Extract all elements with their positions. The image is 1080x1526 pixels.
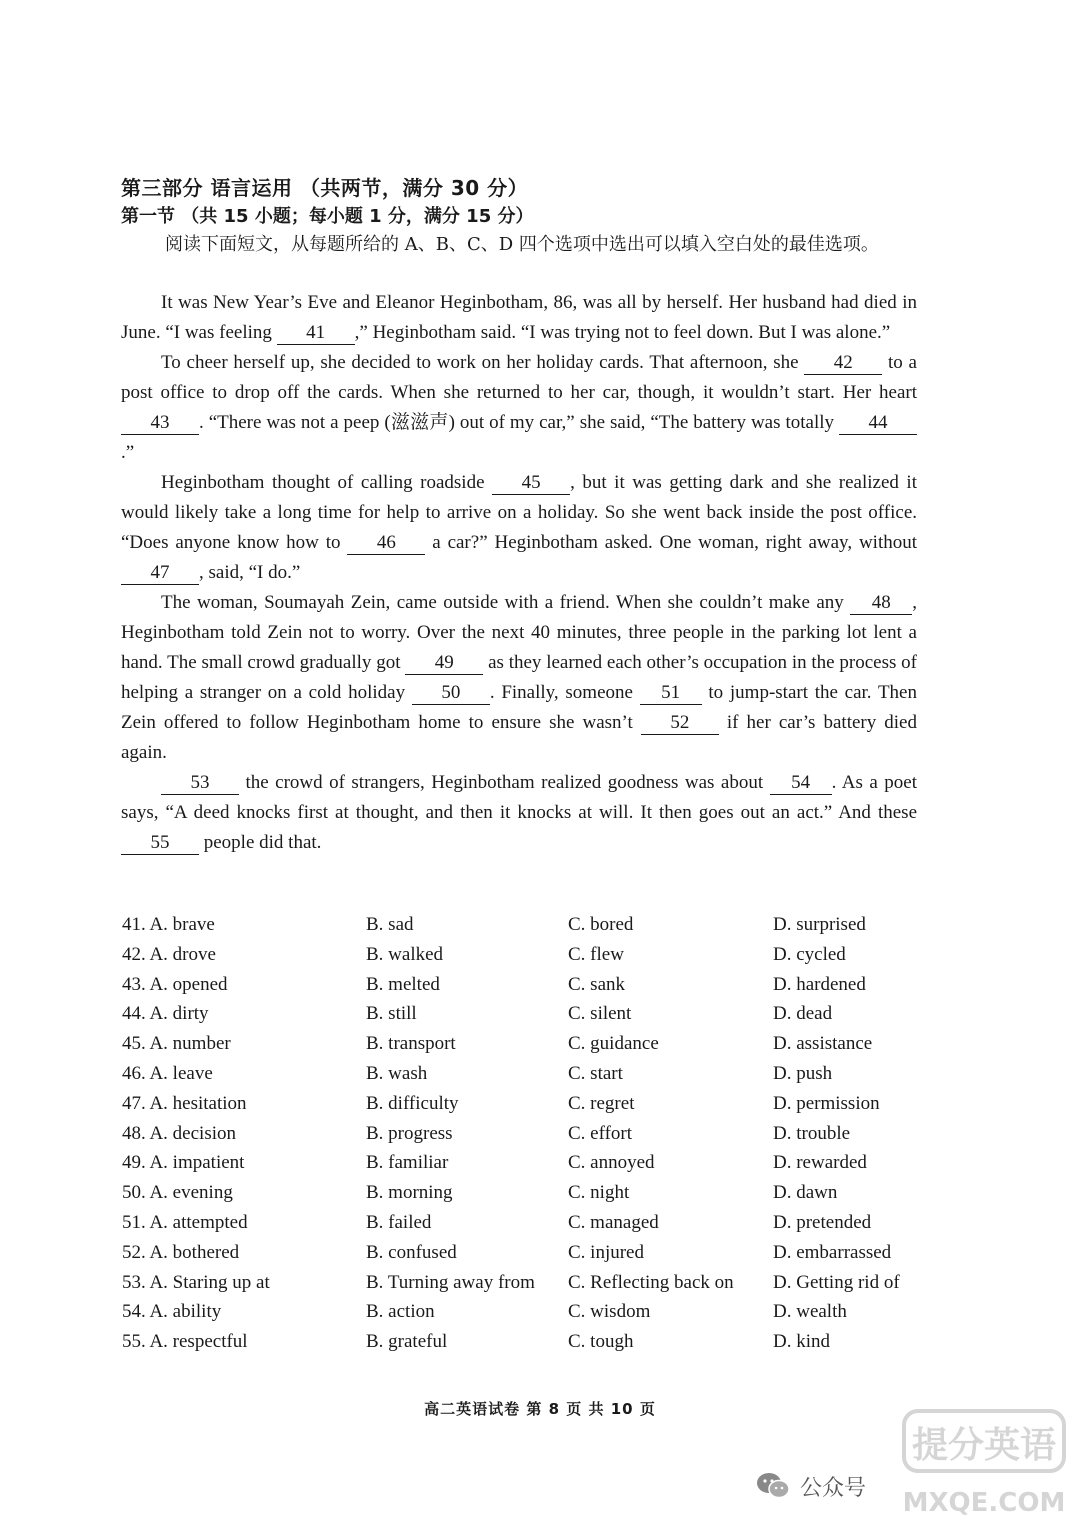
option-b: B. progress xyxy=(366,1122,453,1144)
passage-text: The woman, Soumayah Zein, came outside with a friend. When she couldn’t make any xyxy=(161,592,851,613)
watermark-site: MXQE.COM xyxy=(902,1488,1066,1518)
option-c: C. injured xyxy=(568,1241,644,1263)
passage-paragraph-4 xyxy=(121,588,917,768)
option-a: 53. A. Staring up at xyxy=(122,1271,270,1293)
passage-text: Heginbotham thought of calling roadside xyxy=(161,472,493,493)
passage-text: if her car’s battery died again. xyxy=(121,712,917,763)
blank-50: 50 xyxy=(412,682,490,705)
option-a: 42. A. drove xyxy=(122,943,216,965)
instruction-text: 阅读下面短文，从每题所给的 A、B、C、D 四个选项中选出可以填入空白处的最佳选项。 xyxy=(165,234,879,255)
option-b: B. grateful xyxy=(366,1331,448,1353)
passage-text: , but it was getting dark and she realized it would likely take a long time for help to arrive on a holiday. So she went back inside the post office. “Does anyone know how to xyxy=(121,472,917,553)
passage-text: . Finally, someone xyxy=(489,682,640,703)
option-d: D. dawn xyxy=(773,1182,838,1204)
option-d: D. dead xyxy=(773,1003,833,1025)
option-c: C. regret xyxy=(568,1092,635,1114)
passage-text: to jump-start the car. Then Zein offered to follow Heginbotham home to ensure she wasn’t xyxy=(121,682,917,733)
option-c: C. guidance xyxy=(568,1033,659,1055)
option-b: B. sad xyxy=(366,914,414,935)
passage-text: people did that. xyxy=(199,832,322,853)
passage-text: a car?” Heginbotham asked. One woman, right away, without xyxy=(425,532,918,553)
option-a: 47. A. hesitation xyxy=(122,1092,247,1114)
option-row xyxy=(122,1301,922,1331)
blank-49: 49 xyxy=(405,652,483,675)
option-d: D. trouble xyxy=(773,1122,851,1144)
option-d: D. wealth xyxy=(773,1301,847,1323)
option-a: 54. A. ability xyxy=(122,1301,222,1323)
option-row xyxy=(122,914,922,944)
blank-54: 54 xyxy=(770,772,832,795)
option-row xyxy=(122,1182,922,1212)
option-a: 45. A. number xyxy=(122,1033,231,1055)
option-a: 50. A. evening xyxy=(122,1182,233,1204)
option-b: B. failed xyxy=(366,1211,432,1233)
option-c: C. effort xyxy=(568,1122,633,1144)
section-title: 第三部分 语言运用 （共两节，满分 30 分） xyxy=(121,176,529,200)
passage-text: To cheer herself up, she decided to work on her holiday cards. That afternoon, she xyxy=(161,352,805,373)
option-row xyxy=(122,1212,922,1242)
option-b: B. wash xyxy=(366,1062,428,1084)
option-row xyxy=(122,1093,922,1123)
option-row xyxy=(122,1003,922,1033)
option-a: 48. A. decision xyxy=(122,1122,236,1144)
blank-44: 44 xyxy=(839,412,917,435)
option-c: C. flew xyxy=(568,943,624,965)
option-c: C. managed xyxy=(568,1211,659,1233)
option-d: D. hardened xyxy=(773,973,866,995)
passage-text: to a post office to drop off the cards. When she returned to her car, though, it wouldn’t start. Her heart xyxy=(121,352,917,403)
option-b: B. transport xyxy=(366,1033,456,1055)
option-a: 46. A. leave xyxy=(122,1062,213,1084)
option-row xyxy=(122,1242,922,1272)
passage-text: as they learned each other’s occupation in the process of helping a stranger on a cold holiday xyxy=(121,652,917,703)
blank-47: 47 xyxy=(121,562,199,585)
passage-text: .” xyxy=(121,442,135,463)
option-c: C. sank xyxy=(568,973,625,995)
blank-51: 51 xyxy=(640,682,702,705)
blank-53: 53 xyxy=(161,772,239,795)
subsection-title: 第一节 （共 15 小题；每小题 1 分，满分 15 分） xyxy=(121,206,534,227)
page-footer: 高二英语试卷 第 8 页 共 10 页 xyxy=(424,1400,656,1418)
watermark-logo-icon xyxy=(900,1405,1070,1521)
option-d: D. assistance xyxy=(773,1033,873,1055)
passage-text: ,” Heginbotham said. “I was trying not to feel down. But I was alone.” xyxy=(354,322,891,343)
option-row xyxy=(122,1033,922,1063)
watermark-name: 提分英语 xyxy=(911,1425,1057,1466)
option-b: B. action xyxy=(366,1301,435,1323)
blank-48: 48 xyxy=(850,592,912,615)
option-c: C. silent xyxy=(568,1003,632,1025)
option-a: 43. A. opened xyxy=(122,973,228,995)
option-b: B. difficulty xyxy=(366,1092,459,1114)
blank-43: 43 xyxy=(121,412,199,435)
option-row xyxy=(122,1123,922,1153)
option-c: C. Reflecting back on xyxy=(568,1271,734,1293)
wechat-icon xyxy=(756,1472,790,1500)
cloze-passage xyxy=(121,288,917,858)
blank-45: 45 xyxy=(492,472,570,495)
option-d: D. permission xyxy=(773,1092,880,1114)
option-c: C. tough xyxy=(568,1331,634,1353)
option-row xyxy=(122,1063,922,1093)
passage-paragraph-2 xyxy=(121,348,917,468)
option-b: B. familiar xyxy=(366,1152,449,1174)
option-row xyxy=(122,974,922,1004)
option-a: 49. A. impatient xyxy=(122,1152,245,1174)
option-b: B. Turning away from xyxy=(366,1271,535,1293)
passage-text: , said, “I do.” xyxy=(199,562,301,583)
wechat-watermark xyxy=(756,1466,866,1506)
blank-55: 55 xyxy=(121,832,199,855)
option-row xyxy=(122,1272,922,1302)
option-d: D. surprised xyxy=(773,914,866,935)
option-b: B. still xyxy=(366,1003,417,1025)
passage-paragraph-5 xyxy=(121,768,917,858)
option-d: D. rewarded xyxy=(773,1152,867,1174)
option-d: D. cycled xyxy=(773,943,846,965)
option-row xyxy=(122,944,922,974)
passage-paragraph-1 xyxy=(121,288,917,348)
passage-paragraph-3 xyxy=(121,468,917,588)
blank-41: 41 xyxy=(277,322,355,345)
passage-text: It was New Year’s Eve and Eleanor Heginbotham, 86, was all by herself. Her husband had died in June. “I was feeling xyxy=(121,292,917,343)
blank-42: 42 xyxy=(804,352,882,375)
option-d: D. push xyxy=(773,1062,833,1084)
blank-46: 46 xyxy=(347,532,425,555)
option-c: C. start xyxy=(568,1062,623,1084)
option-a: 41. A. brave xyxy=(122,914,215,935)
option-c: C. night xyxy=(568,1182,630,1204)
option-b: B. morning xyxy=(366,1182,453,1204)
watermark-label: 公众号 xyxy=(800,1475,867,1501)
option-a: 51. A. attempted xyxy=(122,1211,248,1233)
option-a: 44. A. dirty xyxy=(122,1003,209,1025)
option-c: C. bored xyxy=(568,914,634,935)
blank-52: 52 xyxy=(641,712,719,735)
passage-text: . “There was not a peep (滋滋声) out of my car,” she said, “The battery was totally xyxy=(199,412,839,433)
passage-text: . As a poet says, “A deed knocks first at thought, and then it knocks at will. It then goes out an act.” And these xyxy=(121,772,917,823)
passage-text: , Heginbotham told Zein not to worry. Over the next 40 minutes, three people in the parking lot lent a hand. The small crowd gradually got xyxy=(121,592,917,673)
option-b: B. confused xyxy=(366,1241,457,1263)
option-b: B. walked xyxy=(366,943,444,965)
answer-options xyxy=(122,914,922,1361)
option-a: 55. A. respectful xyxy=(122,1331,248,1353)
option-d: D. Getting rid of xyxy=(773,1271,900,1293)
option-row xyxy=(122,1152,922,1182)
option-d: D. pretended xyxy=(773,1211,872,1233)
option-a: 52. A. bothered xyxy=(122,1241,240,1263)
option-c: C. annoyed xyxy=(568,1152,655,1174)
option-row xyxy=(122,1331,922,1361)
option-d: D. embarrassed xyxy=(773,1241,892,1263)
passage-text: the crowd of strangers, Heginbotham realized goodness was about xyxy=(239,772,770,793)
option-c: C. wisdom xyxy=(568,1301,651,1323)
option-d: D. kind xyxy=(773,1331,830,1353)
option-b: B. melted xyxy=(366,973,440,995)
